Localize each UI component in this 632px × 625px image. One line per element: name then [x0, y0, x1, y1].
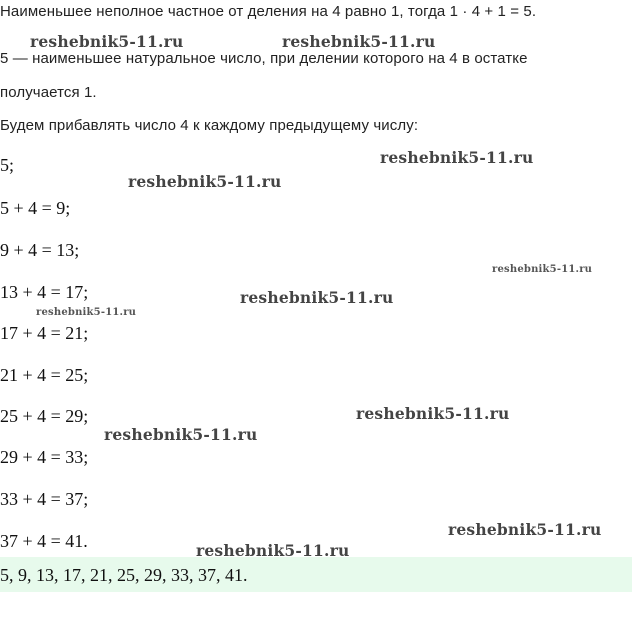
- watermark: reshebnik5-11.ru: [448, 520, 602, 539]
- step-8: 29 + 4 = 33;: [0, 447, 89, 467]
- step-3: 9 + 4 = 13;: [0, 240, 80, 260]
- step-4: 13 + 4 = 17;: [0, 282, 89, 302]
- intro-line-3: получается 1.: [0, 84, 97, 101]
- watermark: reshebnik5-11.ru: [104, 425, 258, 444]
- watermark: reshebnik5-11.ru: [128, 172, 282, 191]
- step-1: 5;: [0, 155, 15, 175]
- step-10: 37 + 4 = 41.: [0, 531, 88, 551]
- watermark: reshebnik5-11.ru: [196, 541, 350, 560]
- watermark: reshebnik5-11.ru: [282, 32, 436, 51]
- step-2: 5 + 4 = 9;: [0, 198, 71, 218]
- watermark: reshebnik5-11.ru: [240, 288, 394, 307]
- watermark: reshebnik5-11.ru: [492, 264, 593, 275]
- step-9: 33 + 4 = 37;: [0, 489, 89, 509]
- step-5: 17 + 4 = 21;: [0, 323, 89, 343]
- step-7: 25 + 4 = 29;: [0, 406, 89, 426]
- answer-box: [0, 557, 632, 592]
- intro-line-1: Наименьшее неполное частное от деления на 4 равно 1, тогда 1 · 4 + 1 = 5.: [0, 3, 537, 20]
- watermark: reshebnik5-11.ru: [380, 148, 534, 167]
- answer-text: 5, 9, 13, 17, 21, 25, 29, 33, 37, 41.: [0, 565, 248, 585]
- step-6: 21 + 4 = 25;: [0, 365, 89, 385]
- intro-line-4: Будем прибавлять число 4 к каждому предыдущему числу:: [0, 117, 419, 134]
- watermark: reshebnik5-11.ru: [36, 307, 137, 318]
- watermark: reshebnik5-11.ru: [30, 32, 184, 51]
- intro-line-2: 5 — наименьшее натуральное число, при делении которого на 4 в остатке: [0, 50, 528, 67]
- watermark: reshebnik5-11.ru: [356, 404, 510, 423]
